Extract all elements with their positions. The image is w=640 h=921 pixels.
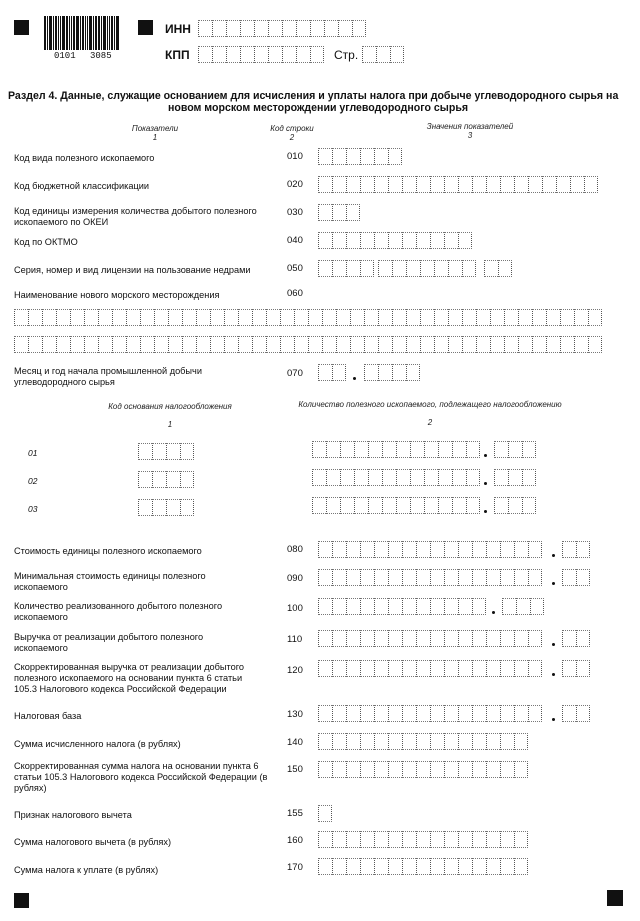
corner-marker-top-right [138, 20, 153, 35]
field-090-frac[interactable] [562, 569, 590, 586]
field-130[interactable] [318, 705, 542, 722]
separator-dot [552, 718, 555, 721]
col-header-line-code: Код строки 2 [270, 124, 314, 142]
field-080[interactable] [318, 541, 542, 558]
row-label-160: Сумма налогового вычета (в рублях) [14, 837, 172, 847]
field-155[interactable] [318, 805, 332, 822]
field-070-year[interactable] [364, 364, 420, 381]
field-110-frac[interactable] [562, 630, 590, 647]
row-label-050: Серия, номер и вид лицензии на пользование недрами [14, 265, 251, 275]
subtable-qty-01[interactable] [312, 441, 480, 458]
subtable-code-01[interactable] [138, 443, 194, 460]
separator-dot [552, 673, 555, 676]
row-code-070: 070 [287, 368, 303, 379]
separator-dot [484, 510, 487, 513]
row-code-030: 030 [287, 207, 303, 218]
row-code-160: 160 [287, 835, 303, 846]
field-040[interactable] [318, 232, 472, 249]
row-code-010: 010 [287, 151, 303, 162]
row-label-140: Сумма исчисленного налога (в рублях) [14, 739, 181, 749]
separator-dot [552, 643, 555, 646]
separator-dot [353, 377, 356, 380]
page-label: Стр. [334, 48, 359, 62]
subtable-col1-header: Код основания налогообложения 1 [108, 402, 232, 429]
row-label-030: Код единицы измерения количества добытого полезного ископаемого по ОКЕИ [14, 206, 257, 227]
subtable-code-03[interactable] [138, 499, 194, 516]
row-label-110: Выручка от реализации добытого полезного ископаемого [14, 632, 204, 653]
kpp-field[interactable] [198, 46, 324, 63]
field-170[interactable] [318, 858, 528, 875]
field-050-number[interactable] [378, 260, 476, 277]
col-header-values: Значения показателей 3 [426, 122, 514, 140]
field-110[interactable] [318, 630, 542, 647]
field-130-frac[interactable] [562, 705, 590, 722]
field-100[interactable] [318, 598, 486, 615]
field-060-line1[interactable] [14, 309, 602, 326]
section-title-line1: Раздел 4. Данные, служащие основанием для исчисления и уплаты налога при добыче углеводородного сырья на [8, 90, 619, 102]
row-code-110: 110 [287, 634, 303, 645]
row-code-150: 150 [287, 764, 303, 775]
field-090[interactable] [318, 569, 542, 586]
separator-dot [484, 482, 487, 485]
row-code-060: 060 [287, 288, 303, 299]
corner-marker-bottom-left [14, 893, 29, 908]
barcode-number-right: 3085 [90, 51, 112, 61]
kpp-label: КПП [165, 48, 190, 62]
barcode [44, 16, 128, 50]
subtable-qty-02[interactable] [312, 469, 480, 486]
section-title [8, 90, 628, 114]
subtable-row-01: 01 [28, 448, 38, 458]
separator-dot [492, 611, 495, 614]
field-120-frac[interactable] [562, 660, 590, 677]
field-150[interactable] [318, 761, 528, 778]
row-label-170: Сумма налога к уплате (в рублях) [14, 865, 159, 875]
field-120[interactable] [318, 660, 542, 677]
row-label-020: Код бюджетной классификации [14, 181, 149, 191]
field-050-type[interactable] [484, 260, 512, 277]
row-label-150: Скорректированная сумма налога на основании пункта 6 статьи 105.3 Налогового кодекса Российской Федерации (в рублях) [14, 761, 268, 793]
field-070-month[interactable] [318, 364, 346, 381]
row-label-080: Стоимость единицы полезного ископаемого [14, 546, 202, 556]
row-label-100: Количество реализованного добытого полезного ископаемого [14, 601, 223, 622]
corner-marker-bottom-right [607, 890, 623, 906]
field-160[interactable] [318, 831, 528, 848]
subtable-qty-02-frac[interactable] [494, 469, 536, 486]
field-050-series[interactable] [318, 260, 374, 277]
section-title-line2: новом морском месторождении углеводородного сырья [167, 102, 469, 114]
subtable-code-02[interactable] [138, 471, 194, 488]
separator-dot [552, 582, 555, 585]
field-060-line2[interactable] [14, 336, 602, 353]
field-030[interactable] [318, 204, 360, 221]
row-label-060: Наименование нового морского месторождения [14, 290, 220, 300]
field-010[interactable] [318, 148, 402, 165]
page-field[interactable] [362, 46, 404, 63]
row-code-155: 155 [287, 808, 303, 819]
row-code-020: 020 [287, 179, 303, 190]
row-label-040: Код по ОКТМО [14, 237, 78, 247]
row-label-120: Скорректированная выручка от реализации добытого полезного ископаемого на основании пункта 6 статьи 105.3 Налогового кодекса Российской Федерации [14, 662, 245, 694]
row-code-050: 050 [287, 263, 303, 274]
row-code-170: 170 [287, 862, 303, 873]
row-code-100: 100 [287, 603, 303, 614]
row-code-120: 120 [287, 665, 303, 676]
subtable-row-02: 02 [28, 476, 38, 486]
col-header-indicators: Показатели 1 [131, 124, 179, 142]
row-code-090: 090 [287, 573, 303, 584]
inn-label: ИНН [165, 22, 191, 36]
row-label-070: Месяц и год начала промышленной добычи углеводородного сырья [14, 366, 202, 387]
field-020[interactable] [318, 176, 598, 193]
field-140[interactable] [318, 733, 528, 750]
subtable-qty-03[interactable] [312, 497, 480, 514]
field-100-frac[interactable] [502, 598, 544, 615]
subtable-row-03: 03 [28, 504, 38, 514]
row-code-130: 130 [287, 709, 303, 720]
subtable-col2-header: Количество полезного ископаемого, подлежащего налогообложению 2 [298, 400, 562, 427]
row-code-140: 140 [287, 737, 303, 748]
corner-marker-top-left [14, 20, 29, 35]
row-label-130: Налоговая база [14, 711, 82, 721]
barcode-number-left: 0101 [54, 51, 76, 61]
row-code-040: 040 [287, 235, 303, 246]
row-label-090: Минимальная стоимость единицы полезного ископаемого [14, 571, 206, 592]
field-080-frac[interactable] [562, 541, 590, 558]
subtable-qty-01-frac[interactable] [494, 441, 536, 458]
row-label-010: Код вида полезного ископаемого [14, 153, 155, 163]
row-code-080: 080 [287, 544, 303, 555]
row-label-155: Признак налогового вычета [14, 810, 132, 820]
separator-dot [552, 554, 555, 557]
subtable-qty-03-frac[interactable] [494, 497, 536, 514]
separator-dot [484, 454, 487, 457]
inn-field[interactable] [198, 20, 366, 37]
